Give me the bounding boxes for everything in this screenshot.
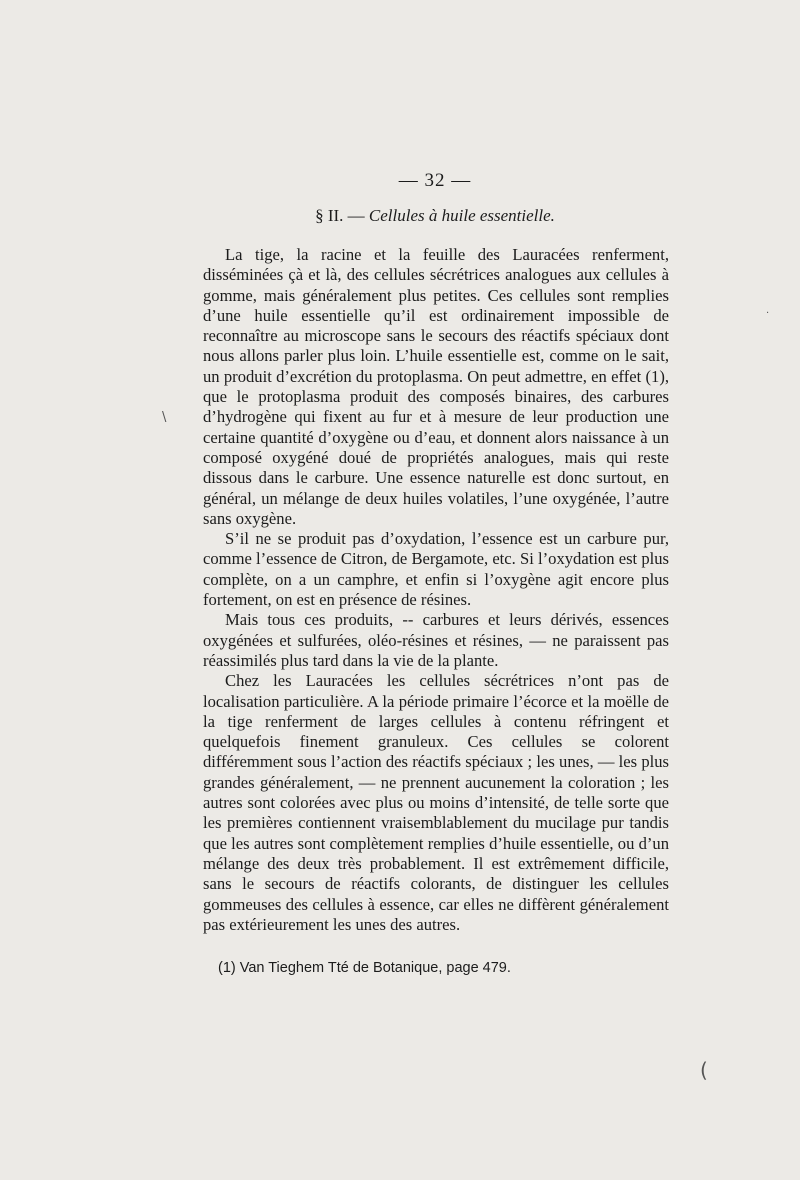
footnote: (1) Van Tieghem Tté de Botanique, page 479. — [218, 960, 511, 976]
body-text — [203, 245, 669, 935]
paragraph: Mais tous ces produits, -- carbures et leurs dérivés, essences oxygénées et sulfurées, oléo-résines et résines, — ne paraissent pas réassimilés plus tard dans la vie de la plante. — [203, 610, 669, 670]
scan-speck: ( — [700, 1058, 708, 1082]
section-mark: § II. — — [315, 206, 365, 225]
page-number: — 32 — — [398, 170, 472, 191]
paragraph: La tige, la racine et la feuille des Lauracées renferment, disséminées çà et là, des cellules sécrétrices analogues aux cellules à gomme, mais généralement plus petites. Ces cellules sont remplies d’une huile essentielle qu’il est ordinairement impossible de reconnaître au microscope sans le secours des réactifs spéciaux dont nous allons parler plus loin. L’huile essentielle est, comme on le sait, un produit d’excrétion du protoplasma. On peut admettre, en effet (1), que le protoplasma produit des composés binaires, des carbures d’hydrogène qui fixent au fur et à mesure de leur production une certaine quantité d’oxygène ou d’eau, et donnent alors naissance à un composé oxygéné doué de propriétés analogues, mais qui reste dissous dans le carbure. Une essence naturelle est donc surtout, en général, un mélange de deux huiles volatiles, l’une oxygénée, l’autre sans oxygène. — [203, 245, 669, 528]
paragraph: S’il ne se produit pas d’oxydation, l’essence est un carbure pur, comme l’essence de Citron, de Bergamote, etc. Si l’oxydation est plus complète, on a un camphre, et enfin si l’oxygène agit encore plus fortement, on est en présence de résines. — [203, 529, 669, 610]
section-heading — [0, 206, 800, 226]
scan-speck: \ — [162, 410, 167, 425]
scan-speck: . — [766, 305, 770, 316]
section-title: Cellules à huile essentielle. — [368, 206, 555, 225]
paragraph: Chez les Lauracées les cellules sécrétrices n’ont pas de localisation particulière. A la période primaire l’écorce et la moëlle de la tige renferment de larges cellules à contenu réfringent et quelquefois finement granuleux. Ces cellules se colorent différemment sous l’action des réactifs spéciaux ; les unes, — les plus grandes généralement, — ne prennent aucunement la coloration ; les autres sont colorées avec plus ou moins d’intensité, de telle sorte que les premières contiennent vraisemblablement du mucilage pur tandis que les autres sont complètement remplies d’huile essentielle, ou d’un mélange des deux très probablement. Il est extrêmement difficile, sans le secours de réactifs colorants, de distinguer les cellules gommeuses des cellules à essence, car elles ne diffèrent généralement pas extérieurement les unes des autres. — [203, 671, 669, 934]
